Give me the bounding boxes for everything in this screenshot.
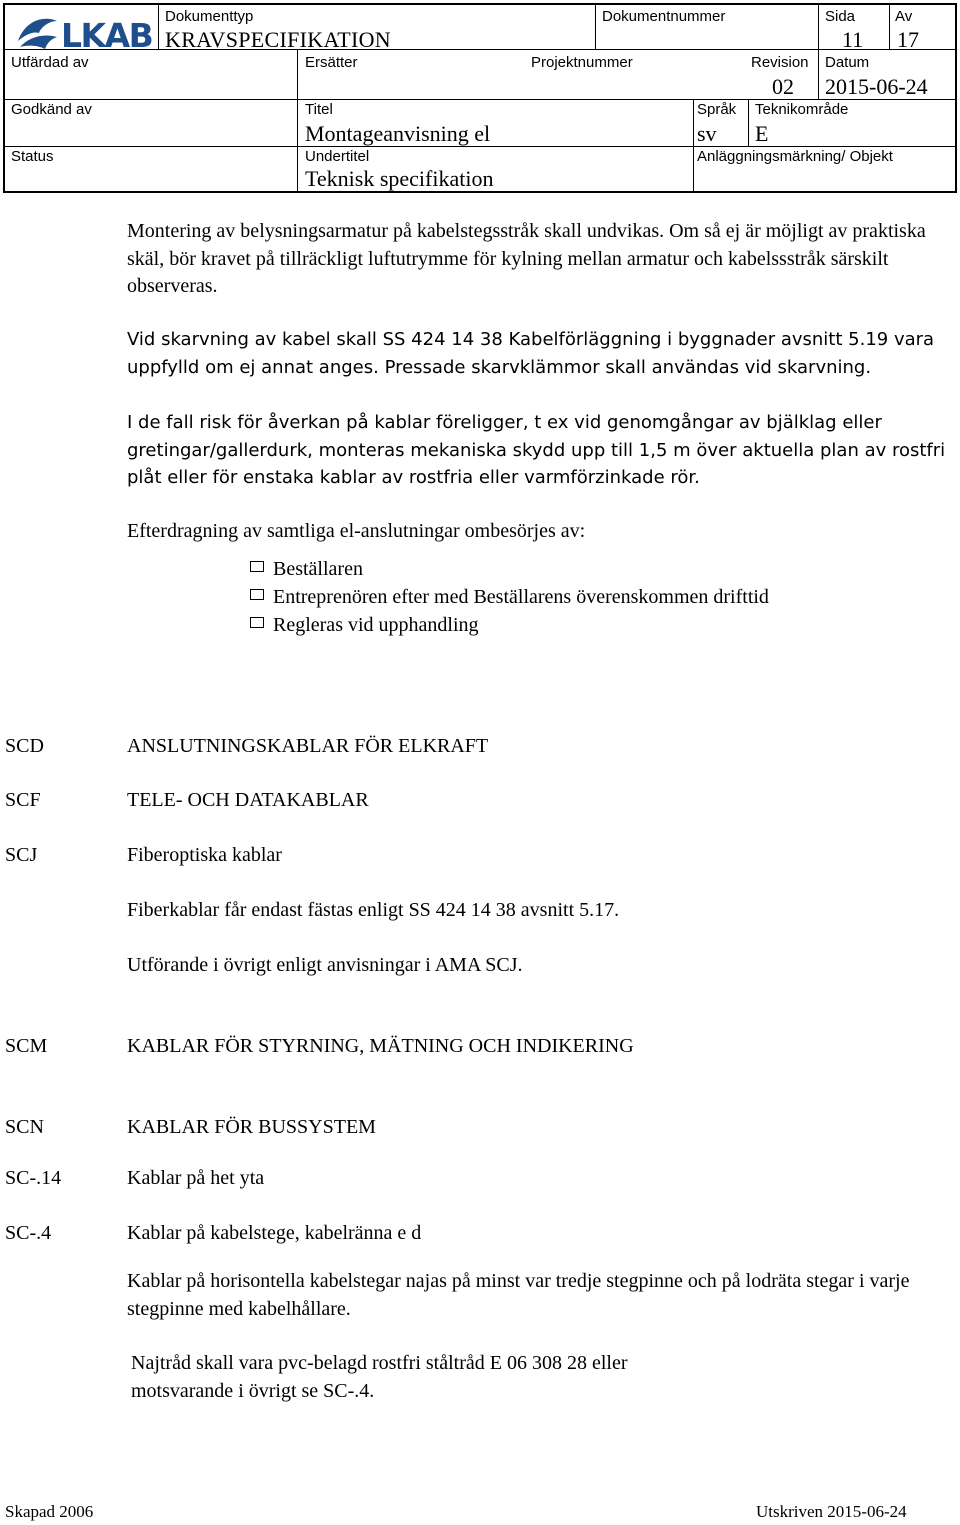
plant-marking-label: Anläggningsmärkning/ Objekt xyxy=(697,148,893,165)
tech-area-label: Teknikområde xyxy=(755,101,849,118)
checkbox-option-label: Entreprenören efter med Beställarens överenskommen drifttid xyxy=(273,586,769,608)
replaces-label: Ersätter xyxy=(305,54,358,71)
tech-area-value: E xyxy=(755,121,769,146)
page-total: 17 xyxy=(897,27,919,52)
checkbox-option[interactable] xyxy=(250,612,479,640)
section-heading: KABLAR FÖR BUSSYSTEM xyxy=(127,1116,376,1138)
header-rule xyxy=(889,5,890,49)
paragraph-cable-splicing: Vid skarvning av kabel skall SS 424 14 38 Kabelförläggning i byggnader avsnitt 5.19 vara uppfylld om ej annat anges. Pressade skarvklämmor skall användas vid skarvning. xyxy=(127,329,935,378)
logo-wordmark: LKAB xyxy=(61,16,153,53)
page-number: 11 xyxy=(842,27,864,52)
header-rule xyxy=(693,99,694,191)
section-heading: Fiberoptiska kablar xyxy=(127,844,282,866)
status-label: Status xyxy=(11,148,54,165)
issued-by-label: Utfärdad av xyxy=(11,54,89,71)
header-rule xyxy=(297,49,298,191)
checkbox-option[interactable] xyxy=(250,584,769,612)
revision-label: Revision xyxy=(751,54,809,71)
checkbox-icon[interactable] xyxy=(250,589,264,600)
doc-type-label: Dokumenttyp xyxy=(165,8,254,25)
checkbox-icon[interactable] xyxy=(250,617,264,628)
lkab-logo xyxy=(15,11,157,53)
section-heading: KABLAR FÖR STYRNING, MÄTNING OCH INDIKERING xyxy=(127,1035,634,1057)
header-rule xyxy=(748,99,749,146)
section-heading: Kablar på het yta xyxy=(127,1167,265,1189)
paragraph-fiber-execution: Utförande i övrigt enligt anvisningar i AMA SCJ. xyxy=(127,954,523,976)
header-rule xyxy=(5,99,955,100)
section-code: SCM xyxy=(5,1035,48,1057)
project-number-label: Projektnummer xyxy=(531,54,633,71)
section-code: SCJ xyxy=(5,844,38,866)
title-value: Montageanvisning el xyxy=(305,121,491,146)
paragraph-binding-wire: Najtråd skall vara pvc-belagd rostfri ståltråd E 06 308 28 eller motsvarande i övrigt se SC-.4. xyxy=(131,1352,628,1402)
header-rule xyxy=(158,5,159,49)
section-code: SC-.14 xyxy=(5,1167,62,1189)
revision-value: 02 xyxy=(772,74,794,99)
page-of-label: Av xyxy=(895,8,913,25)
paragraph-tray-binding: Kablar på horisontella kabelstegar najas på minst var tredje stegpinne och på lodräta stegar i varje stegpinne med kabelhållare. xyxy=(127,1270,910,1320)
doc-type-value: KRAVSPECIFIKATION xyxy=(165,27,391,52)
language-value: sv xyxy=(697,121,717,146)
checkbox-icon[interactable] xyxy=(250,561,264,572)
section-heading: ANSLUTNINGSKABLAR FÖR ELKRAFT xyxy=(127,735,489,757)
footer-created: Skapad 2006 xyxy=(5,1502,94,1521)
subtitle-value: Teknisk specifikation xyxy=(305,166,494,191)
section-code: SCN xyxy=(5,1116,44,1138)
footer-printed: Utskriven 2015-06-24 xyxy=(756,1502,907,1521)
paragraph-lighting-mounting: Montering av belysningsarmatur på kabelstegsstråk skall undvikas. Om så ej är möjligt av praktiska skäl, bör kravet på tillräckligt luftutrymme för kylning mellan armatur och kabelssstråk särskilt observeras. xyxy=(127,220,926,297)
paragraph-retightening: Efterdragning av samtliga el-anslutningar ombesörjes av: xyxy=(127,520,586,542)
title-label: Titel xyxy=(305,101,333,118)
section-heading: TELE- OCH DATAKABLAR xyxy=(127,789,369,811)
date-label: Datum xyxy=(825,54,870,71)
date-value: 2015-06-24 xyxy=(825,74,928,99)
paragraph-mechanical-protection: I de fall risk för åverkan på kablar föreligger, t ex vid genomgångar av bjälklag eller gretingar/gallerdurk, monteras mekaniska skydd upp till 1,5 m över aktuella plan av rostfri plåt eller för enstaka kablar av rostfria eller varmförzinkade rör. xyxy=(127,412,946,488)
header-rule xyxy=(818,5,819,99)
section-code: SCD xyxy=(5,735,44,757)
subtitle-label: Undertitel xyxy=(305,148,370,165)
document-header xyxy=(3,3,957,193)
checkbox-option-label: Beställaren xyxy=(273,558,363,580)
language-label: Språk xyxy=(697,101,737,118)
section-heading: Kablar på kabelstege, kabelränna e d xyxy=(127,1222,422,1244)
page-label: Sida xyxy=(825,8,856,25)
section-code: SCF xyxy=(5,789,41,811)
header-rule xyxy=(5,146,955,147)
doc-number-label: Dokumentnummer xyxy=(602,8,726,25)
header-rule xyxy=(595,5,596,49)
section-code: SC-.4 xyxy=(5,1222,52,1244)
checkbox-option[interactable] xyxy=(250,556,363,584)
approved-by-label: Godkänd av xyxy=(11,101,92,118)
paragraph-fiber-fastening: Fiberkablar får endast fästas enligt SS 424 14 38 avsnitt 5.17. xyxy=(127,899,620,921)
checkbox-option-label: Regleras vid upphandling xyxy=(273,614,479,636)
